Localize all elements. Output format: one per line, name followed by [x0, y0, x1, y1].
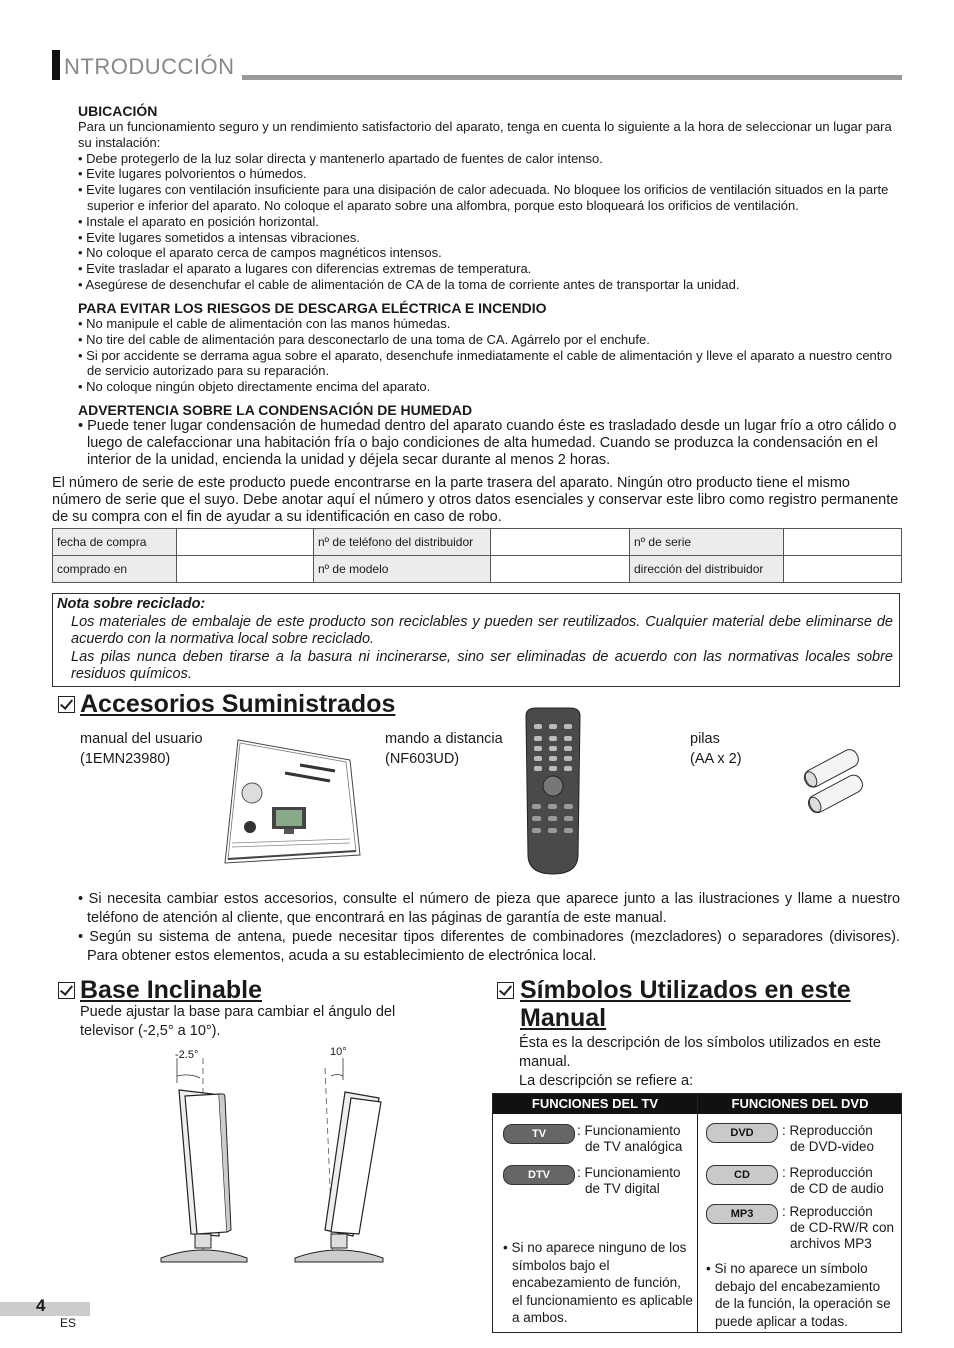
ubicacion-intro: Para un funcionamiento seguro y un rendimiento satisfactorio del aparato, tenga en cuenta lo siguiente a la hora de seleccionar un lugar para su instalación: — [78, 119, 892, 150]
reciclado-title: Nota sobre reciclado: — [57, 596, 206, 612]
simbolos-text2: La descripción se refiere a: — [519, 1073, 694, 1089]
angle-left-label: -2.5° — [175, 1049, 199, 1061]
header-bar-letter — [52, 50, 60, 80]
base-title: Base Inclinable — [80, 976, 263, 1004]
accesorio-name: pilas — [690, 731, 720, 747]
symbol-row-dtv — [503, 1165, 575, 1185]
reciclado-p2: Las pilas nunca deben tirarse a la basura ni incinerarse, sino ser eliminadas de acuerdo con las normativas locales sobre residuos químicos. — [71, 648, 893, 682]
symbol-row-mp3 — [706, 1204, 778, 1224]
symbol-desc-line: de CD-RW/R con — [790, 1220, 895, 1235]
ubicacion-title: UBICACIÓN — [78, 103, 158, 119]
table-cell-label: comprado en — [53, 556, 177, 583]
language-code: ES — [60, 1316, 77, 1330]
list-item: • Evite lugares polvorientos o húmedos. — [78, 166, 904, 182]
list-item: • Si no aparece ninguno de los símbolos bajo el encabezamiento de función, el funcionamiento es aplicable a ambos. — [503, 1239, 693, 1327]
symbol-desc — [577, 1123, 682, 1155]
reciclado-p1: Los materiales de embalaje de este producto son reciclables y pueden ser reutilizados. Cualquier material debe eliminarse de acuerdo con la normativa local sobre reciclado. — [71, 613, 893, 647]
table-cell-label: nº de modelo — [314, 556, 491, 583]
symbol-row-cd — [706, 1165, 778, 1185]
condensacion-list — [78, 418, 904, 469]
remote-control-icon — [522, 706, 584, 876]
simbolos-text — [519, 1034, 904, 1091]
table-cell-label: nº de teléfono del distribuidor — [314, 529, 491, 556]
table-cell-value[interactable] — [491, 529, 630, 556]
col-header-dvd: FUNCIONES DEL DVD — [731, 1096, 869, 1111]
symbol-desc-line: : Funcionamiento — [577, 1123, 681, 1138]
batteries-icon — [790, 748, 880, 818]
page-header — [52, 50, 902, 82]
header-title: NTRODUCCIÓN — [64, 54, 235, 79]
symbols-table — [492, 1093, 902, 1333]
ubicacion-list — [78, 151, 904, 293]
symbol-desc-line: de TV analógica — [585, 1139, 683, 1154]
list-item: • No coloque ningún objeto directamente encima del aparato. — [78, 379, 904, 395]
symbol-desc — [577, 1165, 681, 1197]
list-item: • Instale el aparato en posición horizontal. — [78, 214, 904, 230]
accesorio-name: manual del usuario — [80, 731, 203, 747]
table-cell-value[interactable] — [491, 556, 630, 583]
table-cell-label: fecha de compra — [53, 529, 177, 556]
simbolos-text1: Ésta es la descripción de los símbolos utilizados en este manual. — [519, 1035, 881, 1070]
list-item: • Si necesita cambiar estos accesorios, consulte el número de pieza que aparece junto a las ilustraciones y llame a nuestro teléfono de atención al cliente, que encontrará en las páginas de garantía de este manual. — [78, 890, 900, 928]
list-item: • No tire del cable de alimentación para desconectarlo de una toma de CA. Agárrelo por el enchufe. — [78, 332, 904, 348]
symbol-desc — [782, 1165, 884, 1197]
list-item: • Evite lugares sometidos a intensas vibraciones. — [78, 230, 904, 246]
cd-badge: CD — [706, 1165, 778, 1185]
serie-text: El número de serie de este producto puede encontrarse en la parte trasera del aparato. Ningún otro producto tiene el mismo número de serie que el suyo. Debe anotar aquí el número y otros datos esenciales y conservar este libro como registro permanente de su compra con el fin de ayudar a su identificación en caso de robo. — [52, 475, 899, 525]
simbolos-title-line2: Manual — [520, 1004, 607, 1032]
table-cell-label: nº de serie — [630, 529, 784, 556]
symbol-desc-line: : Reproducción — [782, 1165, 873, 1180]
accesorios-notes — [78, 890, 900, 966]
riesgos-title: PARA EVITAR LOS RIESGOS DE DESCARGA ELÉCTRICA E INCENDIO — [78, 300, 547, 316]
table-cell-label: dirección del distribuidor — [630, 556, 784, 583]
list-item: • Si por accidente se derrama agua sobre el aparato, desenchufe inmediatamente el cable de alimentación y lleve el aparato a nuestro centro de servicio autorizado para su reparación. — [78, 348, 904, 380]
dvd-note — [706, 1260, 898, 1330]
accesorio-code: (1EMN23980) — [80, 751, 171, 767]
symbol-desc-line: : Funcionamiento — [577, 1165, 681, 1180]
riesgos-section — [78, 300, 904, 395]
col-header-tv: FUNCIONES DEL TV — [531, 1096, 659, 1111]
tv-note — [503, 1239, 693, 1327]
list-item: • Asegúrese de desenchufar el cable de alimentación de CA de la toma de corriente antes de transportar la unidad. — [78, 277, 904, 293]
dvd-badge: DVD — [706, 1123, 778, 1143]
reciclado-box — [52, 593, 900, 687]
condensacion-section — [78, 402, 904, 469]
symbol-desc-line: de DVD-video — [790, 1139, 875, 1154]
table-cell-value[interactable] — [784, 556, 902, 583]
ubicacion-section — [78, 103, 904, 293]
list-item: • No coloque el aparato cerca de campos magnéticos intensos. — [78, 245, 904, 261]
table-cell-value[interactable] — [177, 529, 314, 556]
accesorios-title: Accesorios Suministrados — [80, 690, 396, 718]
tv-badge: TV — [503, 1124, 575, 1144]
list-item: • Puede tener lugar condensación de humedad dentro del aparato cuando éste es trasladado desde un lugar frío a otro cálido o luego de calefaccionar una habitación fría o bajo condiciones de alta humedad. Cuando se produzca la condensación en el interior de la unidad, encienda la unidad y déjela secar durante al menos 2 horas. — [78, 418, 904, 469]
symbol-row-dvd — [706, 1123, 778, 1143]
symbol-row-tv — [503, 1124, 575, 1144]
symbol-desc-line: de CD de audio — [790, 1181, 884, 1196]
checkbox-icon — [58, 982, 75, 999]
list-item: • Evite lugares con ventilación insuficiente para una disipación de calor adecuada. No bloquee los orificios de ventilación situados en la parte superior e inferior del aparato. No coloque el aparato sobre una alfombra, porque esto bloqueará los orificios de ventilación. — [78, 182, 904, 214]
info-table — [52, 528, 902, 583]
condensacion-title: ADVERTENCIA SOBRE LA CONDENSACIÓN DE HUMEDAD — [78, 402, 473, 418]
manual-book-icon — [220, 735, 365, 870]
list-item: • No manipule el cable de alimentación con las manos húmedas. — [78, 316, 904, 332]
symbol-desc — [782, 1123, 874, 1155]
accesorio-manual — [80, 729, 203, 769]
checkbox-icon — [497, 982, 514, 999]
mp3-badge: MP3 — [706, 1204, 778, 1224]
accesorio-code: (AA x 2) — [690, 751, 742, 767]
table-row — [53, 529, 902, 556]
checkbox-icon — [58, 696, 75, 713]
dtv-badge: DTV — [503, 1165, 575, 1185]
list-item: • Según su sistema de antena, puede necesitar tipos diferentes de combinadores (mezcladores) o separadores (divisores). Para obtener estos elementos, acuda a su establecimiento de electrónica local. — [78, 928, 900, 966]
table-cell-value[interactable] — [177, 556, 314, 583]
table-cell-value[interactable] — [784, 529, 902, 556]
accesorio-pilas — [690, 729, 742, 769]
symbol-desc-line: archivos MP3 — [790, 1236, 872, 1251]
simbolos-title-line1: Símbolos Utilizados en este — [520, 976, 851, 1004]
symbol-desc-line: : Reproducción — [782, 1123, 873, 1138]
table-row — [53, 556, 902, 583]
tv-tilt-diagram — [155, 1058, 410, 1268]
angle-right-label: 10° — [330, 1046, 347, 1058]
symbol-desc — [782, 1204, 894, 1252]
symbol-desc-line: de TV digital — [585, 1181, 660, 1196]
list-item: • Si no aparece un símbolo debajo del encabezamiento de la función, la operación se puede aplicar a todas. — [706, 1260, 898, 1330]
simbolos-title — [520, 976, 851, 1032]
list-item: • Evite trasladar el aparato a lugares con diferencias extremas de temperatura. — [78, 261, 904, 277]
page-number: 4 — [36, 1296, 46, 1315]
header-rule — [242, 75, 902, 80]
riesgos-list — [78, 316, 904, 395]
column-divider — [697, 1094, 698, 1332]
accesorio-remote — [385, 729, 503, 769]
accesorio-code: (NF603UD) — [385, 751, 460, 767]
symbol-desc-line: : Reproducción — [782, 1204, 873, 1219]
list-item: • Debe protegerlo de la luz solar directa y mantenerlo apartado de fuentes de calor intenso. — [78, 151, 904, 167]
accesorio-name: mando a distancia — [385, 731, 503, 747]
base-text: Puede ajustar la base para cambiar el ángulo del televisor (-2,5° a 10°). — [80, 1004, 396, 1039]
